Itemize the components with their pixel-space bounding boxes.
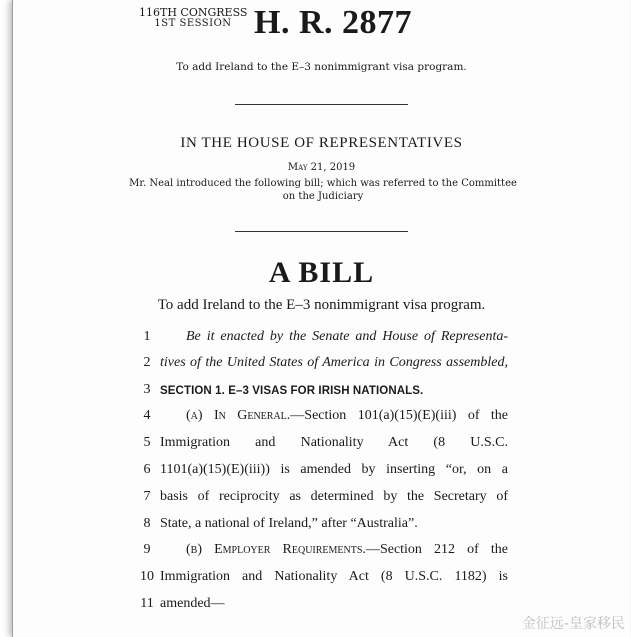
line-number: 3: [143, 382, 151, 397]
congress-session: [139, 7, 247, 29]
line-text-body: —Section 101(a)(15)(E)(iii) of the: [290, 408, 508, 423]
line-number: 5: [143, 435, 151, 450]
bill-line: [13, 462, 630, 482]
line-number: 2: [143, 355, 151, 370]
line-number: 4: [143, 408, 151, 423]
line-number: 6: [143, 462, 151, 477]
bill-purpose-header: To add Ireland to the E–3 nonimmigrant visa program.: [176, 61, 467, 73]
line-number: 11: [140, 596, 154, 611]
bill-line: [13, 489, 630, 509]
bill-line: [13, 408, 630, 428]
line-text-body: —Section 212 of the: [365, 542, 509, 557]
subsection-heading: (a) In General.: [186, 408, 291, 423]
bill-page: [12, 0, 630, 637]
line-number: 1: [143, 329, 151, 344]
bill-title: A BILL: [268, 256, 375, 289]
line-text: [186, 408, 508, 424]
bill-line: [13, 542, 630, 562]
subsection-heading: (b) Employer Requirements.: [186, 542, 366, 557]
bill-line: [13, 382, 630, 402]
bill-line: [13, 435, 630, 455]
chamber-heading: IN THE HOUSE OF REPRESENTATIVES: [180, 135, 463, 151]
line-text: tives of the United States of America in Congress assembled,: [160, 355, 508, 370]
line-text: Immigration and Nationality Act (8 U.S.C. 1182) is: [160, 569, 508, 584]
watermark: 金征远-皇家移民: [521, 616, 625, 632]
line-number: 9: [143, 542, 151, 557]
line-text: amended—: [160, 596, 225, 611]
divider-top: [235, 104, 408, 105]
line-number: 8: [143, 516, 151, 531]
bill-purpose: To add Ireland to the E–3 nonimmigrant visa program.: [157, 297, 486, 313]
bill-line: [13, 329, 630, 349]
introduction-statement: Mr. Neal introduced the following bill; which was referred to the Committee on the Judiciary: [129, 178, 517, 202]
line-text: [186, 542, 508, 558]
bill-number: H. R. 2877: [254, 4, 412, 41]
bill-line: [13, 355, 630, 375]
bill-line: [13, 516, 630, 536]
divider-bottom: [235, 231, 408, 232]
line-text: State, a national of Ireland,” after “Australia”.: [160, 516, 418, 531]
line-number: 10: [140, 569, 154, 584]
line-text: basis of reciprocity as determined by the Secretary of: [160, 489, 508, 504]
session-label: 1ST SESSION: [154, 18, 232, 29]
line-number: 7: [143, 489, 151, 504]
section-heading: SECTION 1. E–3 VISAS FOR IRISH NATIONALS.: [160, 385, 424, 397]
introduction-date: May 21, 2019: [287, 162, 356, 173]
bill-line: [13, 569, 630, 589]
line-text: 1101(a)(15)(E)(iii)) is amended by inserting “or, on a: [160, 462, 508, 477]
line-text: Immigration and Nationality Act (8 U.S.C.: [160, 435, 508, 450]
congress-label: 116TH CONGRESS: [139, 6, 248, 19]
line-text: Be it enacted by the Senate and House of Representa-: [186, 329, 508, 344]
